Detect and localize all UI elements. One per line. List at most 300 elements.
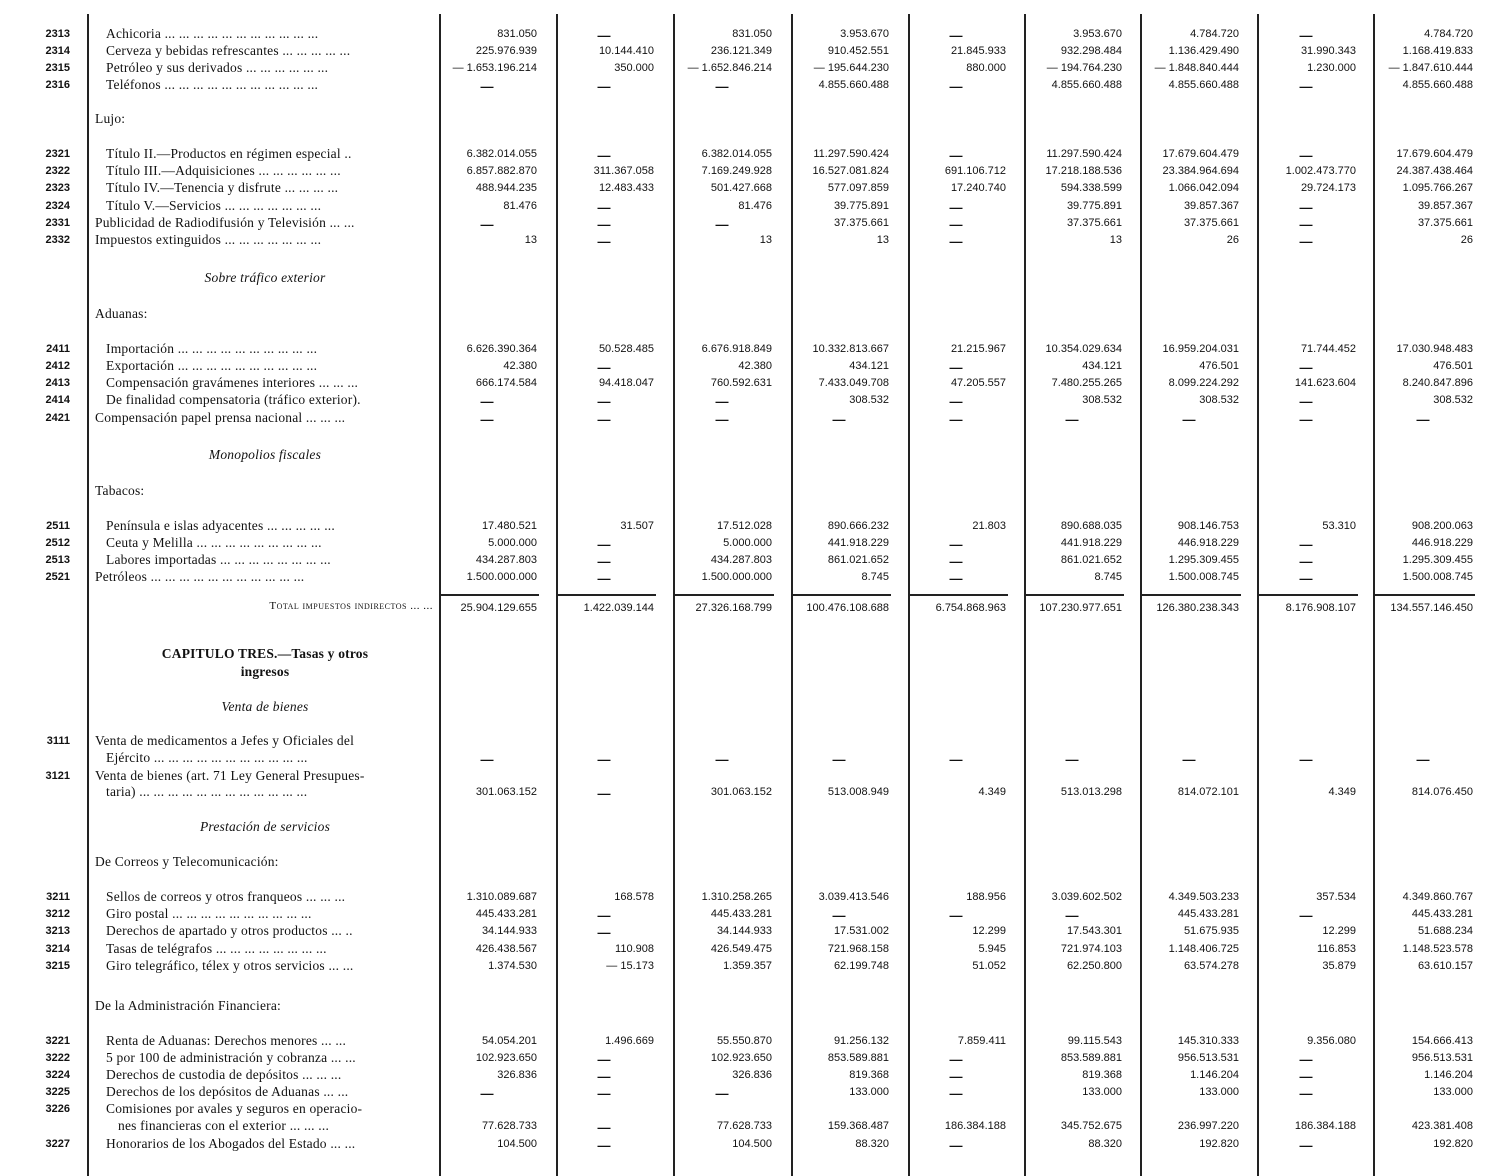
cell-value: — [715, 79, 729, 94]
cell-value: — [949, 148, 963, 163]
cell-value: 4.855.660.488 [1051, 79, 1122, 91]
row-code: 2322 [45, 165, 70, 177]
cell-value: 50.528.485 [598, 343, 654, 355]
cell-value: 4.349.503.233 [1168, 891, 1239, 903]
table-row [0, 375, 1496, 392]
row-label: ingresos [240, 664, 290, 679]
total-rule [908, 594, 1008, 596]
cell-value: — [597, 1138, 611, 1153]
row-label: Achicoria ... ... ... ... ... ... ... ... ... ... ... [106, 26, 319, 41]
table-row [0, 664, 1496, 681]
cell-value: 51.052 [972, 960, 1006, 972]
cell-value: 25.904.129.655 [460, 602, 537, 614]
cell-value: — [597, 1120, 611, 1135]
cell-value: — [1299, 1052, 1313, 1067]
cell-value: 1.295.309.455 [1402, 554, 1473, 566]
table-row [0, 784, 1496, 801]
cell-value: 1.148.523.578 [1402, 943, 1473, 955]
cell-value: — [480, 752, 494, 767]
cell-value: 21.845.933 [950, 45, 1006, 57]
cell-value: 301.063.152 [710, 786, 772, 798]
cell-value: 12.299 [1322, 925, 1356, 937]
cell-value: 308.532 [1082, 394, 1122, 406]
cell-value: 81.476 [738, 200, 772, 212]
cell-value: 853.589.881 [827, 1052, 889, 1064]
row-label: Ceuta y Melilla ... ... ... ... ... ... ... ... ... [106, 535, 322, 550]
cell-value: 1.002.473.770 [1285, 165, 1356, 177]
cell-value: — [715, 1086, 729, 1101]
cell-value: 225.976.939 [475, 45, 537, 57]
row-code: 3221 [45, 1035, 70, 1047]
cell-value: 6.676.918.849 [701, 343, 772, 355]
cell-value: 192.820 [1199, 1138, 1239, 1150]
cell-value: 8.176.908.107 [1285, 602, 1356, 614]
cell-value: — [597, 28, 611, 43]
cell-value: — [1299, 360, 1313, 375]
cell-value: 116.853 [1317, 943, 1356, 955]
cell-value: — [1065, 752, 1079, 767]
cell-value: 1.310.258.265 [701, 891, 772, 903]
row-code: 3211 [46, 891, 70, 903]
cell-value: 8.745 [861, 571, 889, 583]
cell-value: 4.349 [1328, 786, 1356, 798]
cell-value: 6.857.882.870 [466, 165, 537, 177]
row-label: Compensación gravámenes interiores ... ... ... [106, 375, 359, 390]
row-code: 2321 [45, 148, 70, 160]
row-label: Derechos de los depósitos de Aduanas ... ... [106, 1084, 349, 1099]
cell-value: 3.039.602.502 [1051, 891, 1122, 903]
cell-value: — 1.848.840.444 [1154, 62, 1239, 74]
table-row [0, 1118, 1496, 1135]
cell-value: — [715, 217, 729, 232]
cell-value: 357.534 [1316, 891, 1356, 903]
row-code: 2314 [45, 45, 70, 57]
cell-value: 71.744.452 [1300, 343, 1356, 355]
cell-value: 188.956 [966, 891, 1006, 903]
row-label: Honorarios de los Abogados del Estado ... ... [106, 1136, 356, 1151]
table-row [0, 270, 1496, 287]
cell-value: 819.368 [849, 1069, 889, 1081]
cell-value: 1.148.406.725 [1168, 943, 1239, 955]
cell-value: — [715, 394, 729, 409]
row-code: 3224 [45, 1069, 70, 1081]
cell-value: 691.106.712 [944, 165, 1006, 177]
row-label: Monopolios fiscales [208, 447, 322, 462]
cell-value: 34.144.933 [481, 925, 537, 937]
row-label: Comisiones por avales y seguros en operacio- [106, 1101, 363, 1116]
cell-value: 5.945 [978, 943, 1006, 955]
cell-value: 13 [759, 234, 772, 246]
row-label: Tasas de telégrafos ... ... ... ... ... ... ... ... [106, 941, 327, 956]
cell-value: 1.500.000.000 [466, 571, 537, 583]
cell-value: 77.628.733 [716, 1120, 772, 1132]
row-label: Cerveza y bebidas refrescantes ... ... ... ... ... [106, 43, 351, 58]
cell-value: — [1299, 1086, 1313, 1101]
table-row [0, 146, 1496, 163]
cell-value: — [480, 394, 494, 409]
table-row [0, 733, 1496, 750]
row-label: De Correos y Telecomunicación: [95, 854, 279, 869]
cell-value: — [949, 234, 963, 249]
cell-value: — [1182, 752, 1196, 767]
cell-value: 908.146.753 [1177, 520, 1239, 532]
cell-value: 350.000 [614, 62, 654, 74]
row-label: nes financieras con el exterior ... ... ... [118, 1118, 330, 1133]
cell-value: 1.496.669 [605, 1035, 654, 1047]
cell-value: 91.256.132 [833, 1035, 889, 1047]
cell-value: 890.688.035 [1060, 520, 1122, 532]
cell-value: — [480, 1086, 494, 1101]
cell-value: 126.380.238.343 [1156, 602, 1239, 614]
cell-value: 55.550.870 [716, 1035, 772, 1047]
cell-value: 577.097.859 [827, 182, 889, 194]
cell-value: 104.500 [497, 1138, 537, 1150]
cell-value: — [597, 412, 611, 427]
cell-value: 3.039.413.546 [818, 891, 889, 903]
cell-value: 8.240.847.896 [1402, 377, 1473, 389]
cell-value: 6.626.390.364 [466, 343, 537, 355]
cell-value: — 1.652.846.214 [687, 62, 772, 74]
cell-value: — [949, 571, 963, 586]
cell-value: — [949, 1069, 963, 1084]
row-code: 2512 [45, 537, 70, 549]
row-label: Península e islas adyacentes ... ... ... ... ... [106, 518, 335, 533]
cell-value: — [1299, 752, 1313, 767]
cell-value: 9.356.080 [1307, 1035, 1356, 1047]
table-row [0, 111, 1496, 128]
row-label: Venta de medicamentos a Jefes y Oficiales del [95, 733, 355, 748]
table-row [0, 43, 1496, 60]
cell-value: 24.387.438.464 [1396, 165, 1473, 177]
cell-value: — [949, 1052, 963, 1067]
row-code: 2511 [46, 520, 70, 532]
cell-value: 39.857.367 [1183, 200, 1239, 212]
table-row [0, 77, 1496, 94]
cell-value: 426.438.567 [475, 943, 537, 955]
cell-value: 814.076.450 [1411, 786, 1473, 798]
table-row [0, 518, 1496, 535]
row-code: 2315 [45, 62, 70, 74]
table-row [0, 941, 1496, 958]
row-label: Tabacos: [95, 483, 145, 498]
table-row [0, 341, 1496, 358]
cell-value: 6.382.014.055 [466, 148, 537, 160]
cell-value: 10.144.410 [598, 45, 654, 57]
table-row [0, 958, 1496, 975]
table-row [0, 889, 1496, 906]
cell-value: — [832, 412, 846, 427]
cell-value: — [1065, 412, 1079, 427]
cell-value: — [597, 752, 611, 767]
cell-value: 1.136.429.490 [1168, 45, 1239, 57]
cell-value: 186.384.188 [944, 1120, 1006, 1132]
cell-value: — [597, 786, 611, 801]
cell-value: 1.374.530 [488, 960, 537, 972]
table-row [0, 535, 1496, 552]
cell-value: 819.368 [1082, 1069, 1122, 1081]
cell-value: — [480, 79, 494, 94]
cell-value: 326.836 [497, 1069, 537, 1081]
cell-value: 890.666.232 [827, 520, 889, 532]
cell-value: 513.013.298 [1060, 786, 1122, 798]
cell-value: — [597, 571, 611, 586]
cell-value: 308.532 [1199, 394, 1239, 406]
cell-value: 7.859.411 [957, 1035, 1006, 1047]
row-code: 3213 [45, 925, 70, 937]
cell-value: — 195.644.230 [813, 62, 889, 74]
cell-value: 4.784.720 [1424, 28, 1473, 40]
table-row [0, 768, 1496, 785]
row-label: Sellos de correos y otros franqueos ... ... ... [106, 889, 346, 904]
cell-value: 5.000.000 [488, 537, 537, 549]
cell-value: 99.115.543 [1067, 1035, 1122, 1047]
table-row [0, 410, 1496, 427]
cell-value: 11.297.590.424 [813, 148, 889, 160]
row-code: 2332 [45, 234, 70, 246]
table-row [0, 358, 1496, 375]
total-rule [1375, 594, 1475, 596]
cell-value: 445.433.281 [1411, 908, 1473, 920]
table-row [0, 819, 1496, 836]
cell-value: 3.953.670 [1073, 28, 1122, 40]
cell-value: — [1299, 554, 1313, 569]
cell-value: 956.513.531 [1411, 1052, 1473, 1064]
row-code: 2331 [45, 217, 70, 229]
cell-value: — [949, 200, 963, 215]
cell-value: 5.000.000 [723, 537, 772, 549]
cell-value: 154.666.413 [1411, 1035, 1473, 1047]
table-row [0, 392, 1496, 409]
cell-value: 63.610.157 [1417, 960, 1473, 972]
row-label: Venta de bienes (art. 71 Ley General Presupues- [95, 768, 365, 783]
cell-value: 104.500 [732, 1138, 772, 1150]
cell-value: 445.433.281 [475, 908, 537, 920]
row-code: 3222 [45, 1052, 70, 1064]
cell-value: 956.513.531 [1177, 1052, 1239, 1064]
cell-value: 21.803 [972, 520, 1006, 532]
cell-value: 102.923.650 [475, 1052, 537, 1064]
cell-value: 27.326.168.799 [695, 602, 772, 614]
cell-value: 51.675.935 [1183, 925, 1239, 937]
row-label: Teléfonos ... ... ... ... ... ... ... ... ... ... ... [106, 77, 319, 92]
cell-value: — [1299, 571, 1313, 586]
row-label: Giro telegráfico, télex y otros servicios ... ... [106, 958, 354, 973]
cell-value: — 1.653.196.214 [452, 62, 537, 74]
row-label: Petróleos ... ... ... ... ... ... ... ... ... ... ... [95, 569, 305, 584]
row-code: 2414 [45, 394, 70, 406]
cell-value: 1.146.204 [1190, 1069, 1239, 1081]
cell-value: 110.908 [615, 943, 654, 955]
row-code: 3225 [45, 1086, 70, 1098]
cell-value: 42.380 [503, 360, 537, 372]
cell-value: 1.310.089.687 [466, 891, 537, 903]
cell-value: 133.000 [1199, 1086, 1239, 1098]
table-row [0, 306, 1496, 323]
cell-value: — [949, 217, 963, 232]
cell-value: 17.030.948.483 [1396, 343, 1473, 355]
total-rule [1258, 594, 1358, 596]
cell-value: — [949, 537, 963, 552]
row-label: Prestación de servicios [199, 819, 331, 834]
row-label: Derechos de apartado y otros productos ... .. [106, 923, 353, 938]
cell-value: 513.008.949 [827, 786, 889, 798]
cell-value: 434.121 [1082, 360, 1122, 372]
table-row [0, 854, 1496, 871]
table-row [0, 232, 1496, 249]
row-label: Derechos de custodia de depósitos ... ... ... [106, 1067, 342, 1082]
cell-value: 10.332.813.667 [812, 343, 889, 355]
cell-value: 145.310.333 [1177, 1035, 1239, 1047]
cell-value: 8.099.224.292 [1168, 377, 1239, 389]
cell-value: 721.968.158 [827, 943, 889, 955]
cell-value: — [597, 200, 611, 215]
cell-value: 62.250.800 [1066, 960, 1122, 972]
total-rule [1024, 594, 1124, 596]
cell-value: — 15.173 [606, 960, 654, 972]
cell-value: 1.168.419.833 [1402, 45, 1473, 57]
row-label: Ejército ... ... ... ... ... ... ... ... ... ... ... [106, 750, 308, 765]
row-code: 2413 [45, 377, 70, 389]
cell-value: 1.295.309.455 [1168, 554, 1239, 566]
cell-value: — 1.847.610.444 [1388, 62, 1473, 74]
cell-value: — [949, 1086, 963, 1101]
cell-value: 236.997.220 [1177, 1120, 1239, 1132]
cell-value: 13 [876, 234, 889, 246]
cell-value: 133.000 [1433, 1086, 1473, 1098]
row-label: Título V.—Servicios ... ... ... ... ... ... ... [106, 198, 322, 213]
table-row [0, 750, 1496, 767]
cell-value: — [597, 1052, 611, 1067]
cell-value: — [597, 1069, 611, 1084]
total-rule [439, 594, 539, 596]
row-label: Labores importadas ... ... ... ... ... ... ... ... [106, 552, 331, 567]
cell-value: 107.230.977.651 [1039, 602, 1122, 614]
cell-value: 81.476 [503, 200, 537, 212]
cell-value: 8.745 [1094, 571, 1122, 583]
cell-value: 168.578 [614, 891, 654, 903]
cell-value: 23.384.964.694 [1162, 165, 1239, 177]
cell-value: 88.320 [1088, 1138, 1122, 1150]
cell-value: 102.923.650 [710, 1052, 772, 1064]
row-code: 3215 [45, 960, 70, 972]
cell-value: — [715, 752, 729, 767]
row-label: Impuestos extinguidos ... ... ... ... ... ... ... [95, 232, 322, 247]
cell-value: 488.944.235 [475, 182, 537, 194]
cell-value: 4.784.720 [1190, 28, 1239, 40]
row-code: 2421 [45, 412, 70, 424]
cell-value: 31.507 [620, 520, 654, 532]
cell-value: 476.501 [1199, 360, 1239, 372]
cell-value: 476.501 [1433, 360, 1473, 372]
total-rule [1141, 594, 1241, 596]
cell-value: 861.021.652 [1060, 554, 1122, 566]
cell-value: 861.021.652 [827, 554, 889, 566]
cell-value: 6.754.868.963 [935, 602, 1006, 614]
cell-value: 10.354.029.634 [1045, 343, 1122, 355]
cell-value: — [1299, 79, 1313, 94]
row-label: De finalidad compensatoria (tráfico exterior). [106, 392, 361, 407]
cell-value: 17.512.028 [716, 520, 772, 532]
table-row [0, 163, 1496, 180]
cell-value: 37.375.661 [1183, 217, 1239, 229]
cell-value: 932.298.484 [1060, 45, 1122, 57]
cell-value: 16.527.081.824 [812, 165, 889, 177]
table-row [0, 1101, 1496, 1118]
row-label: Petróleo y sus derivados ... ... ... ... ... ... [106, 60, 329, 75]
cell-value: — [597, 234, 611, 249]
cell-value: 1.422.039.144 [583, 602, 654, 614]
row-code: 2313 [45, 28, 70, 40]
cell-value: 721.974.103 [1060, 943, 1122, 955]
cell-value: 814.072.101 [1177, 786, 1239, 798]
cell-value: 666.174.584 [475, 377, 537, 389]
table-row [0, 1084, 1496, 1101]
cell-value: 35.879 [1322, 960, 1356, 972]
cell-value: — [597, 554, 611, 569]
cell-value: 7.480.255.265 [1051, 377, 1122, 389]
cell-value: 4.855.660.488 [1168, 79, 1239, 91]
table-row [0, 923, 1496, 940]
table-row [0, 447, 1496, 464]
total-rule [674, 594, 774, 596]
cell-value: — [949, 79, 963, 94]
cell-value: 4.855.660.488 [818, 79, 889, 91]
row-label: Compensación papel prensa nacional ... ... ... [95, 410, 346, 425]
total-rule [791, 594, 891, 596]
cell-value: 37.375.661 [833, 217, 889, 229]
cell-value: 133.000 [849, 1086, 889, 1098]
cell-value: — [597, 925, 611, 940]
cell-value: 3.953.670 [840, 28, 889, 40]
cell-value: — [715, 412, 729, 427]
cell-value: — [1299, 394, 1313, 409]
cell-value: — 194.764.230 [1046, 62, 1122, 74]
cell-value: 1.359.357 [723, 960, 772, 972]
row-label: Sobre tráfico exterior [204, 270, 326, 285]
cell-value: 6.382.014.055 [701, 148, 772, 160]
cell-value: 910.452.551 [827, 45, 889, 57]
cell-value: 51.688.234 [1417, 925, 1473, 937]
cell-value: — [949, 752, 963, 767]
cell-value: 88.320 [855, 1138, 889, 1150]
cell-value: — [597, 148, 611, 163]
cell-value: 141.623.604 [1294, 377, 1356, 389]
cell-value: 31.990.343 [1300, 45, 1356, 57]
cell-value: 446.918.229 [1411, 537, 1473, 549]
cell-value: 446.918.229 [1177, 537, 1239, 549]
row-label: Renta de Aduanas: Derechos menores ... ... [106, 1033, 347, 1048]
cell-value: — [597, 908, 611, 923]
cell-value: 133.000 [1082, 1086, 1122, 1098]
row-label: Título IV.—Tenencia y disfrute ... ... ... ... [106, 180, 339, 195]
cell-value: 53.310 [1322, 520, 1356, 532]
cell-value: 159.368.487 [827, 1120, 889, 1132]
cell-value: — [1299, 28, 1313, 43]
cell-value: 1.066.042.094 [1168, 182, 1239, 194]
cell-value: 7.169.249.928 [701, 165, 772, 177]
cell-value: 17.679.604.479 [1396, 148, 1473, 160]
table-row [0, 998, 1496, 1015]
cell-value: 853.589.881 [1060, 1052, 1122, 1064]
cell-value: — [949, 360, 963, 375]
table-row [0, 1067, 1496, 1084]
cell-value: 311.367.058 [593, 165, 654, 177]
row-code: 2324 [45, 200, 70, 212]
cell-value: — [1299, 234, 1313, 249]
row-code: 3226 [45, 1103, 70, 1115]
cell-value: 434.287.803 [475, 554, 537, 566]
cell-value: 4.349 [978, 786, 1006, 798]
